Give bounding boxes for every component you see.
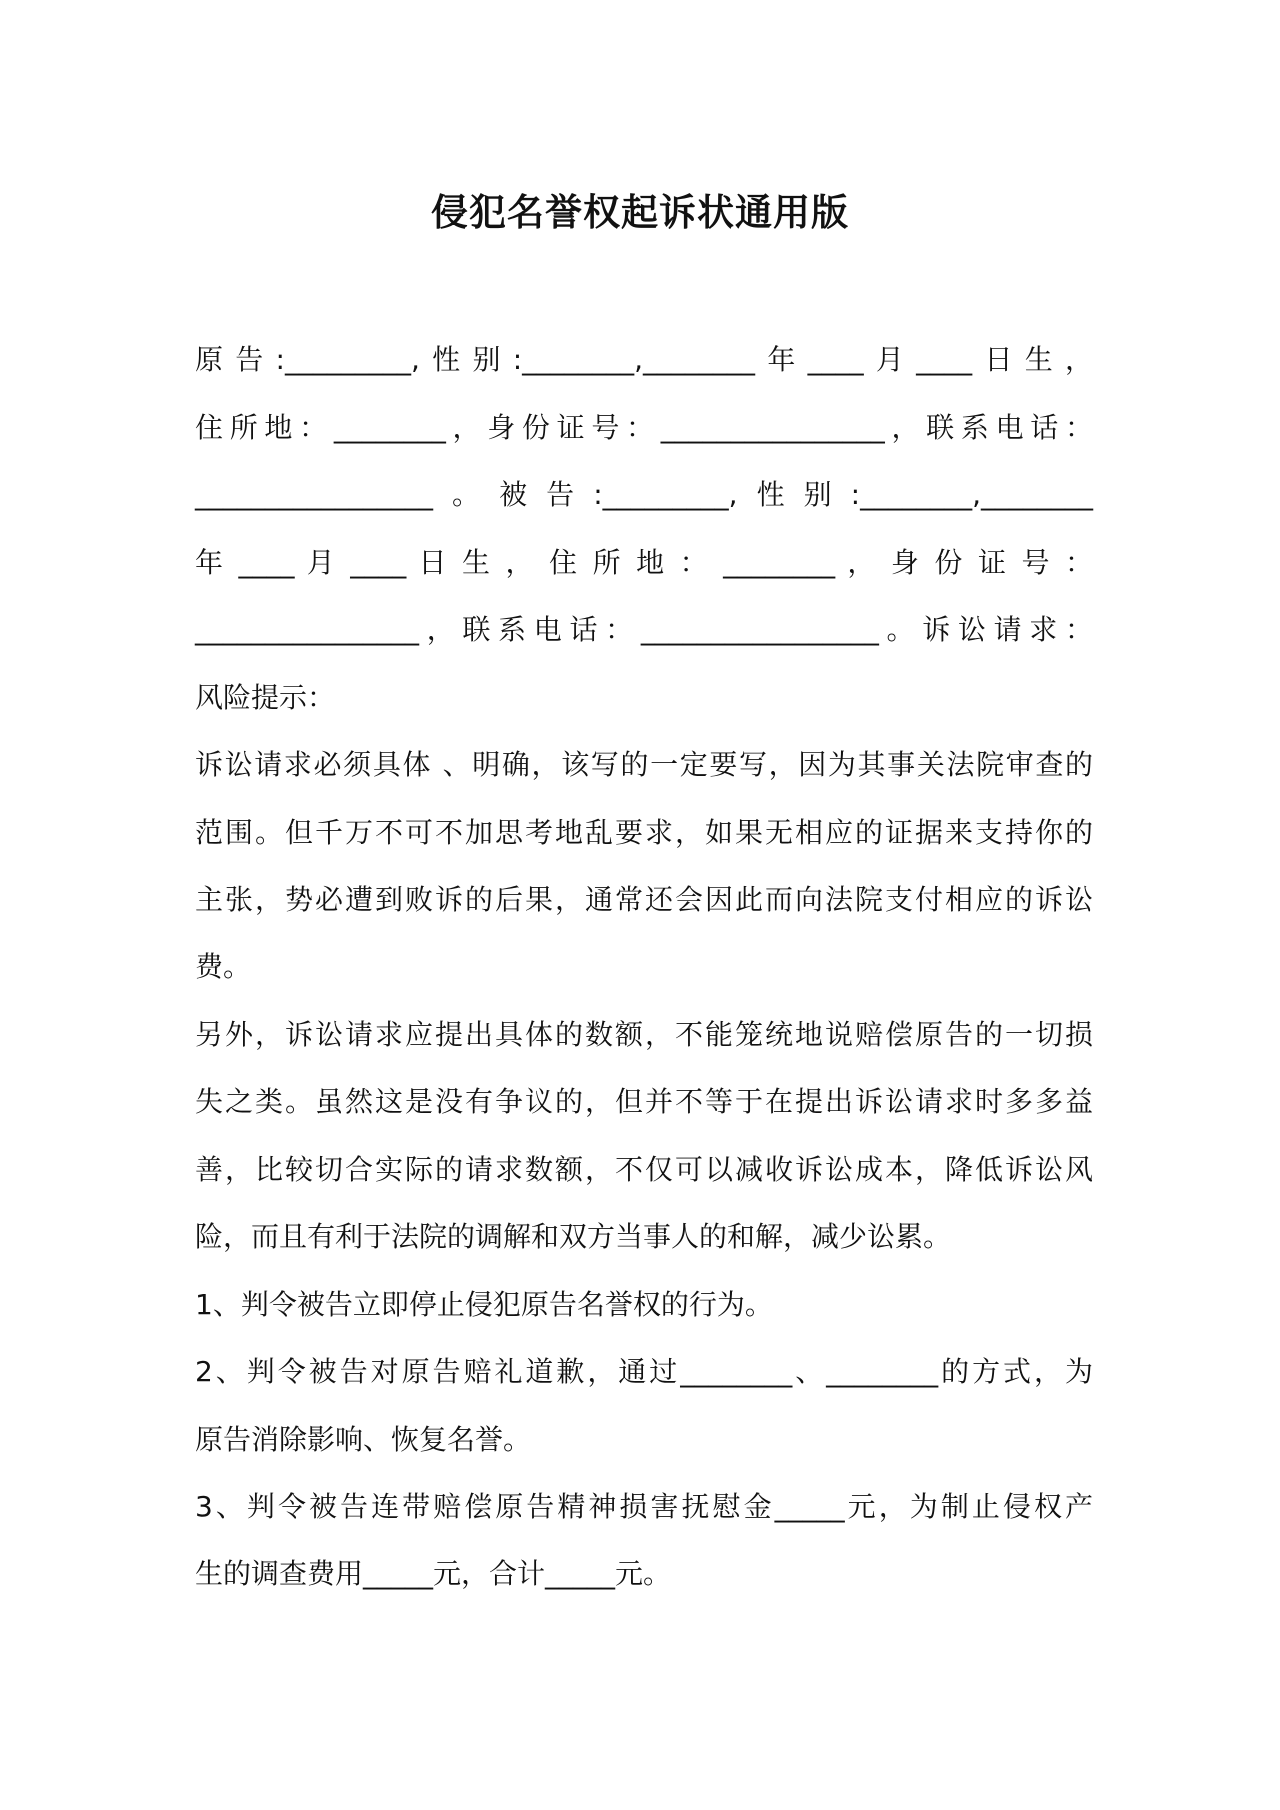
document-title: 侵犯名誉权起诉状通用版: [431, 191, 849, 234]
claim-item-1: 1、判令被告立即停止侵犯原告名誉权的行为。: [195, 1288, 773, 1321]
claim-item-2-cont: 原告消除影响、恢复名誉。: [195, 1423, 532, 1456]
paragraph-line: 失之类。虽然这是没有争议的，但并不等于在提出诉讼请求时多多益: [195, 1085, 1093, 1118]
paragraph-line: 另外，诉讼请求应提出具体的数额，不能笼统地说赔偿原告的一切损: [195, 1018, 1093, 1051]
plaintiff-address-line: 住所地：________，身份证号：________________，联系电话：: [195, 411, 1093, 444]
claim-item-3: 3、判令被告连带赔偿原告精神损害抚慰金_____元，为制止侵权产: [195, 1490, 1093, 1523]
defendant-info-line: _________________。被告:_________,性别:________,________: [195, 478, 1093, 511]
defendant-contact-line: ________________，联系电话：_________________。诉讼请求：: [195, 613, 1093, 646]
defendant-birth-line: 年 ____ 月 ____ 日 生 ， 住 所 地 ： ________ ， 身 份 证 号 ：: [195, 546, 1093, 579]
plaintiff-info-line: 原告:_________,性别:________,________年____月____日生，: [195, 343, 1093, 376]
paragraph-line: 范围。但千万不可不加思考地乱要求，如果无相应的证据来支持你的: [195, 816, 1093, 849]
risk-heading: 风险提示：: [195, 681, 336, 714]
paragraph-line: 主张，势必遭到败诉的后果，通常还会因此而向法院支付相应的诉讼: [195, 883, 1093, 916]
claim-item-2: 2、判令被告对原告赔礼道歉，通过________、________的方式，为: [195, 1355, 1093, 1388]
paragraph-line: 费。: [195, 950, 252, 983]
paragraph-line: 诉讼请求必须具体 、明确，该写的一定要写，因为其事关法院审查的: [195, 748, 1093, 781]
claim-item-3-cont: 生的调查费用_____元，合计_____元。: [195, 1557, 672, 1590]
paragraph-line: 险，而且有利于法院的调解和双方当事人的和解，减少讼累。: [195, 1220, 952, 1253]
paragraph-line: 善，比较切合实际的请求数额，不仅可以减收诉讼成本，降低诉讼风: [195, 1153, 1093, 1186]
